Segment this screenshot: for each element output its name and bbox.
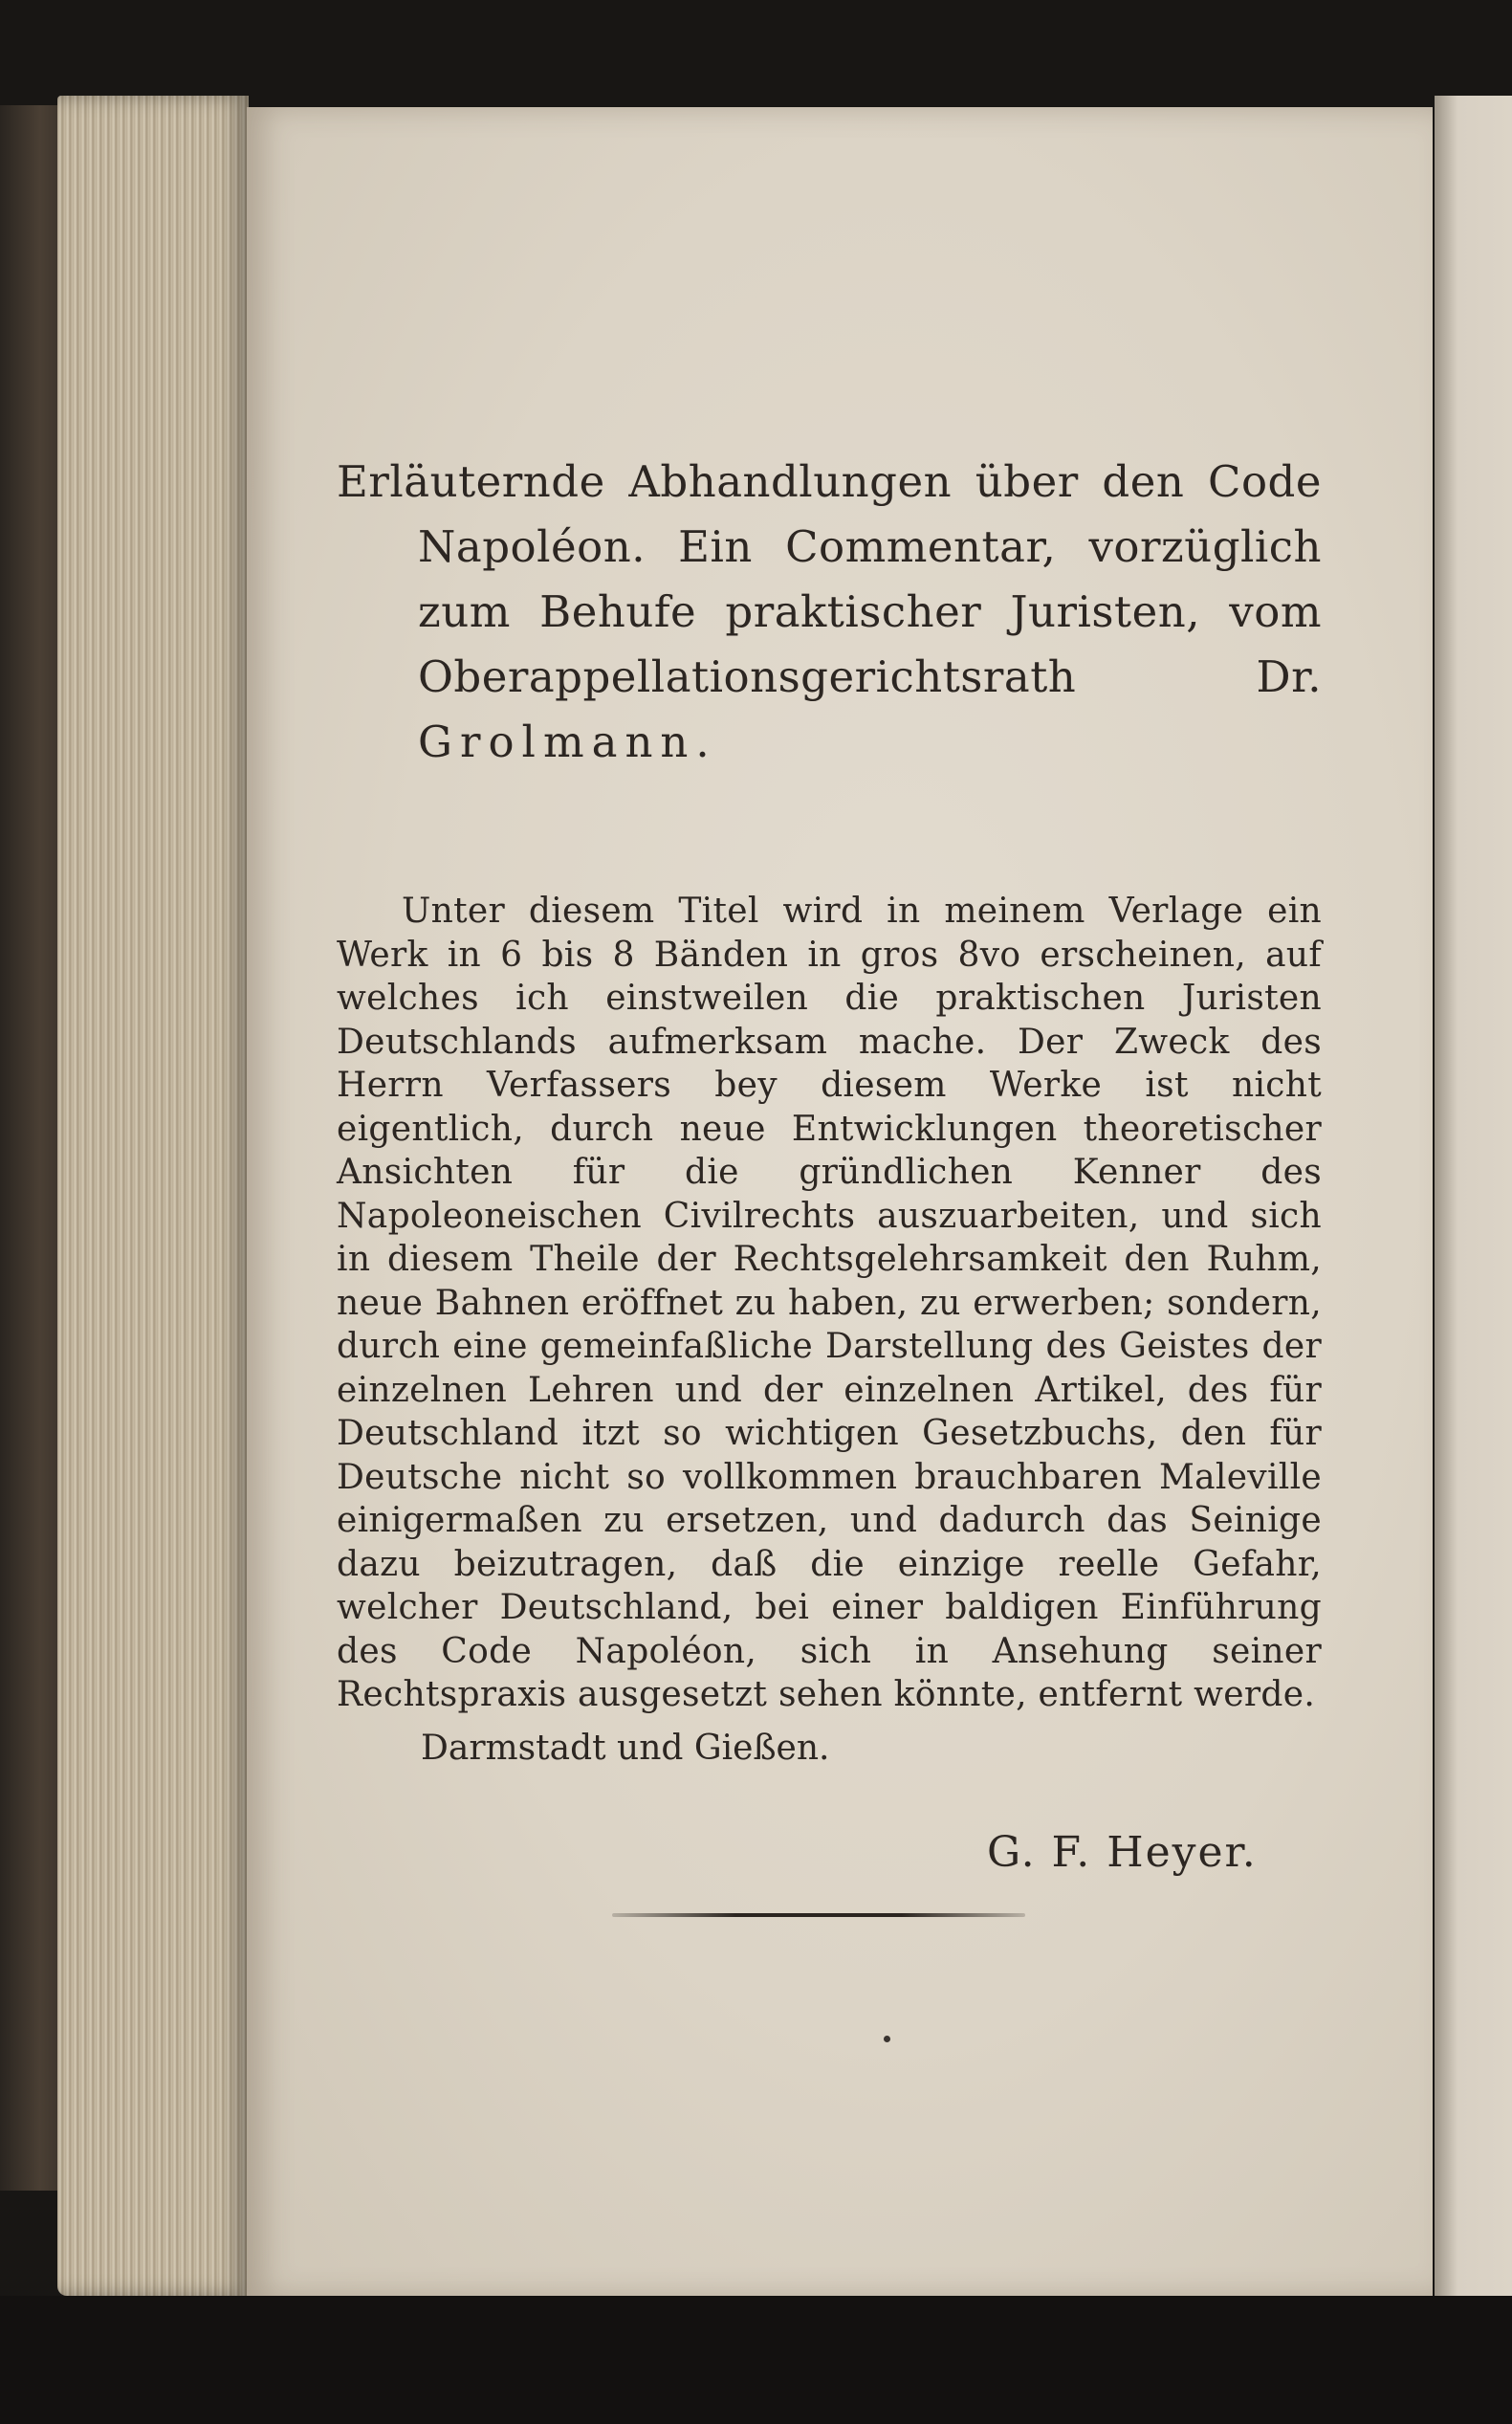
announcement-heading: [337, 450, 1322, 775]
announcement-body: Unter diesem Titel wird in meinem Verlage ein Werk in 6 bis 8 Bänden in gros 8vo erscheinen, auf welches ich einstweilen die praktischen Juristen Deutschlands aufmerksam mache. Der Zweck des Herrn Verfassers bey diesem Werke ist nicht eigentlich, durch neue Entwicklungen theoretischer Ansichten für die gründlichen Kenner des Napoleoneischen Civilrechts auszuarbeiten, und sich in diesem Theile der Rechtsgelehrsamkeit den Ruhm, neue Bahnen eröffnet zu haben, zu erwerben; sondern, durch eine gemeinfaßliche Darstellung des Geistes der einzelnen Lehren und der einzelnen Artikel, des für Deutschland itzt so wichtigen Gesetzbuchs, den für Deutsche nicht so vollkommen brauchbaren Maleville einigermaßen zu ersetzen, und dadurch das Seinige dazu beizutragen, daß die einzige reelle Gefahr, welcher Deutschland, bei einer baldigen Einführung des Code Napoléon, sich in Ansehung seiner Rechtspraxis ausgesetzt sehen könnte, entfernt werde.: [337, 892, 1322, 1714]
heading-main: Erläuternde Abhandlungen über den Code Napoléon. Ein Commentar, vorzüglich zum Behufe praktischer Juristen, vom Oberappellationsgerichtsrath Dr.: [337, 456, 1322, 702]
facing-page-edge: [1435, 96, 1512, 2325]
closing-rule: [612, 1913, 1025, 1917]
bottom-shadow: [0, 2296, 1512, 2424]
author-name: Grolmann.: [418, 716, 717, 767]
page-edges: [57, 96, 249, 2296]
publisher-signature: G. F. Heyer.: [987, 1827, 1258, 1877]
place-line: Darmstadt und Gießen.: [421, 1728, 830, 1768]
page-content: [337, 450, 1322, 1882]
ink-dot: [884, 2036, 890, 2042]
